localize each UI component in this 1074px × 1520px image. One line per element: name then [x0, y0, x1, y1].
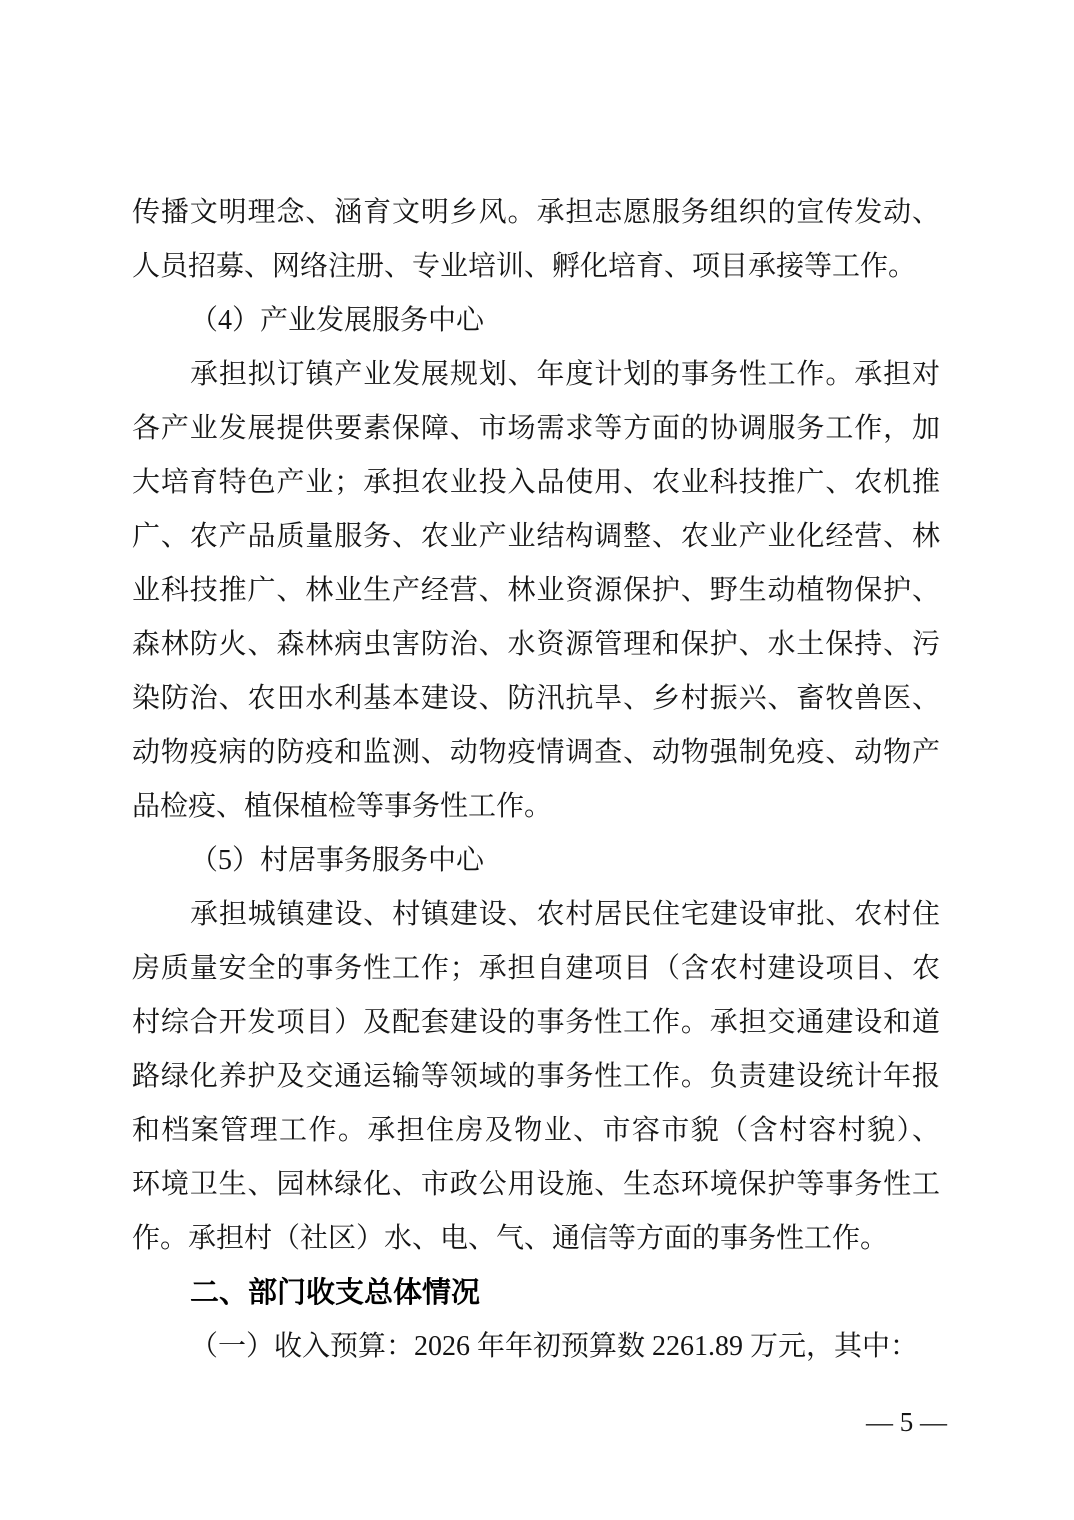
text-line: 承担城镇建设、村镇建设、农村居民住宅建设审批、农村住: [190, 899, 940, 930]
text-line: 森林防火、森林病虫害防治、水资源管理和保护、水土保持、污: [132, 629, 940, 660]
text-line: 环境卫生、园林绿化、市政公用设施、生态环境保护等事务性工: [132, 1169, 940, 1200]
text-line: （一）收入预算：2026 年年初预算数 2261.89 万元，其中：: [190, 1331, 919, 1362]
text-line: 业科技推广、林业生产经营、林业资源保护、野生动植物保护、: [132, 575, 940, 606]
page-number: — 5 —: [866, 1407, 947, 1437]
text-line: 和档案管理工作。承担住房及物业、市容市貌（含村容村貌）、: [132, 1115, 940, 1146]
text-line: 人员招募、网络注册、专业培训、孵化培育、项目承接等工作。: [132, 251, 917, 282]
text-line: （4）产业发展服务中心: [190, 305, 485, 336]
text-line: 承担拟订镇产业发展规划、年度计划的事务性工作。承担对: [190, 359, 940, 390]
text-line: 动物疫病的防疫和监测、动物疫情调查、动物强制免疫、动物产: [132, 737, 940, 768]
text-line: 作。承担村（社区）水、电、气、通信等方面的事务性工作。: [132, 1223, 889, 1254]
text-line: 各产业发展提供要素保障、市场需求等方面的协调服务工作，加: [132, 413, 940, 444]
text-line: 村综合开发项目）及配套建设的事务性工作。承担交通建设和道: [132, 1007, 940, 1038]
text-line: 大培育特色产业；承担农业投入品使用、农业科技推广、农机推: [132, 467, 940, 498]
text-line: （5）村居事务服务中心: [190, 845, 485, 876]
document-content: [132, 186, 940, 1374]
text-line: 品检疫、植保植检等事务性工作。: [132, 791, 553, 822]
text-line: 染防治、农田水利基本建设、防汛抗旱、乡村振兴、畜牧兽医、: [132, 683, 940, 714]
text-line: 路绿化养护及交通运输等领域的事务性工作。负责建设统计年报: [132, 1061, 940, 1092]
section-heading: 二、部门收支总体情况: [190, 1277, 481, 1309]
text-line: 传播文明理念、涵育文明乡风。承担志愿服务组织的宣传发动、: [132, 197, 940, 228]
text-line: 房质量安全的事务性工作；承担自建项目（含农村建设项目、农: [132, 953, 940, 984]
text-line: 广、农产品质量服务、农业产业结构调整、农业产业化经营、林: [132, 521, 940, 552]
